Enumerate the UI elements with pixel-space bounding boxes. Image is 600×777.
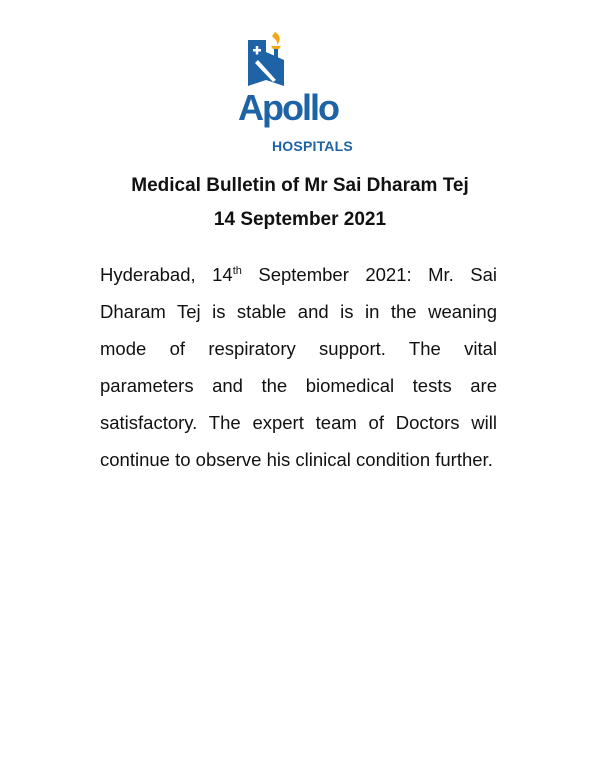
bulletin-place-date: Hyderabad, 14 bbox=[100, 264, 233, 285]
bulletin-body-text: September 2021: Mr. Sai Dharam Tej is stable and is in the weaning mode of respiratory support. The vital parameters and the biomedical tests are satisfactory. The expert team of Doctors will continue to observe his clinical condition further. bbox=[100, 264, 497, 470]
bulletin-body bbox=[100, 256, 497, 478]
bulletin-date: 14 September 2021 bbox=[213, 209, 387, 230]
logo-subtitle: HOSPITALS bbox=[272, 138, 353, 154]
apollo-hospitals-logo bbox=[238, 30, 366, 154]
ordinal-suffix: th bbox=[232, 264, 242, 277]
bulletin-title: Medical Bulletin of Mr Sai Dharam Tej bbox=[131, 175, 469, 196]
apollo-hospitals-logo-icon bbox=[244, 30, 294, 88]
logo-wordmark: Apollo bbox=[238, 87, 338, 128]
